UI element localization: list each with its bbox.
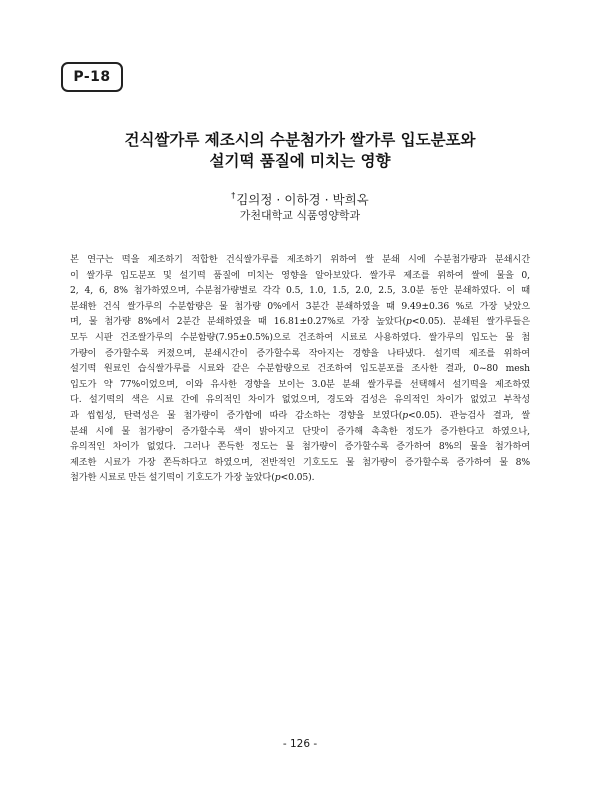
abstract-line: 가량이 증가할수록 커졌으며, 분쇄시간이 증가할수록 작아지는 경향을 나타냈다. 설기떡 제조를 위하여 xyxy=(70,347,530,359)
abstract-line: 다. 설기떡의 색은 시료 간에 유의적인 차이가 없었으며, 경도와 검성은 유의적인 차이가 없었고 부착성 xyxy=(70,394,530,406)
abstract-line: 분쇄 시에 물 첨가량이 증가할수록 색이 밝아지고 단맛이 증가해 촉촉한 정도가 증가한다고 하였으나, xyxy=(70,425,530,437)
abstract-line: 분쇄한 건식 쌀가루의 수분함량은 물 첨가량 0%에서 3분간 분쇄하였을 때 9.49±0.36 %로 가장 낮았으 xyxy=(70,300,530,312)
abstract-line: 며, 물 첨가량 8%에서 2분간 분쇄하였을 때 16.81±0.27%로 가장 높았다(p<0.05). 분쇄된 쌀가루들은 xyxy=(70,316,530,328)
affiliation: 가천대학교 식품영양학과 xyxy=(239,209,361,222)
poster-number-badge: P-18 xyxy=(61,62,123,92)
page-number: - 126 - xyxy=(282,738,318,750)
author-list xyxy=(0,188,600,208)
abstract-line: 본 연구는 떡을 제조하기 적합한 건식쌀가루를 제조하기 위하여 쌀 분쇄 시에 수분첨가량과 분쇄시간 xyxy=(70,254,530,265)
abstract-line: 설기떡 원료인 습식쌀가루를 시료와 같은 수분함량으로 건조하여 입도분포를 조사한 결과, 0~80 mesh xyxy=(70,363,530,375)
paper-title xyxy=(0,130,600,172)
abstract-body xyxy=(70,252,530,486)
corresponding-author-mark: † xyxy=(231,191,236,200)
abstract-line: 모두 시판 건조쌀가루의 수분함량(7.95±0.5%)으로 건조하여 시료로 사용하였다. 쌀가루의 입도는 물 첨 xyxy=(70,331,530,343)
title-line-1: 건식쌀가루 제조시의 수분첨가가 쌀가루 입도분포와 xyxy=(124,131,476,149)
abstract-line: 과 씹힘성, 탄력성은 물 첨가량이 증가함에 따라 감소하는 경향을 보였다(p<0.05). 관능검사 결과, 쌀 xyxy=(70,409,530,421)
title-line-2: 설기떡 품질에 미치는 영향 xyxy=(209,152,391,170)
abstract-line: 제조한 시료가 가장 쫀득하다고 하였으며, 전반적인 기호도도 물 첨가량이 증가할수록 증가하여 물 8% xyxy=(70,456,530,468)
abstract-line: 유의적인 차이가 없었다. 그러나 쫀득한 정도는 물 첨가량이 증가할수록 증가하여 8%의 물을 첨가하여 xyxy=(70,441,530,453)
abstract-line: 첨가한 시료로 만든 설기떡이 기호도가 가장 높았다(p<0.05). xyxy=(70,472,315,484)
abstract-line: 2, 4, 6, 8% 첨가하였으며, 수분첨가량별로 각각 0.5, 1.0, 1.5, 2.0, 2.5, 3.0분 동안 분쇄하였다. 이 때 xyxy=(70,285,530,297)
abstract-line: 이 쌀가루 입도분포 및 설기떡 품질에 미치는 영향을 알아보았다. 쌀가루 제조를 위하여 쌀에 물을 0, xyxy=(70,269,530,281)
abstract-line: 입도가 약 77%이었으며, 이와 유사한 경향을 보이는 3.0분 분쇄 쌀가루를 선택해서 설기떡을 제조하였 xyxy=(70,378,530,390)
author-names: 김의정 · 이하경 · 박희옥 xyxy=(236,192,369,207)
